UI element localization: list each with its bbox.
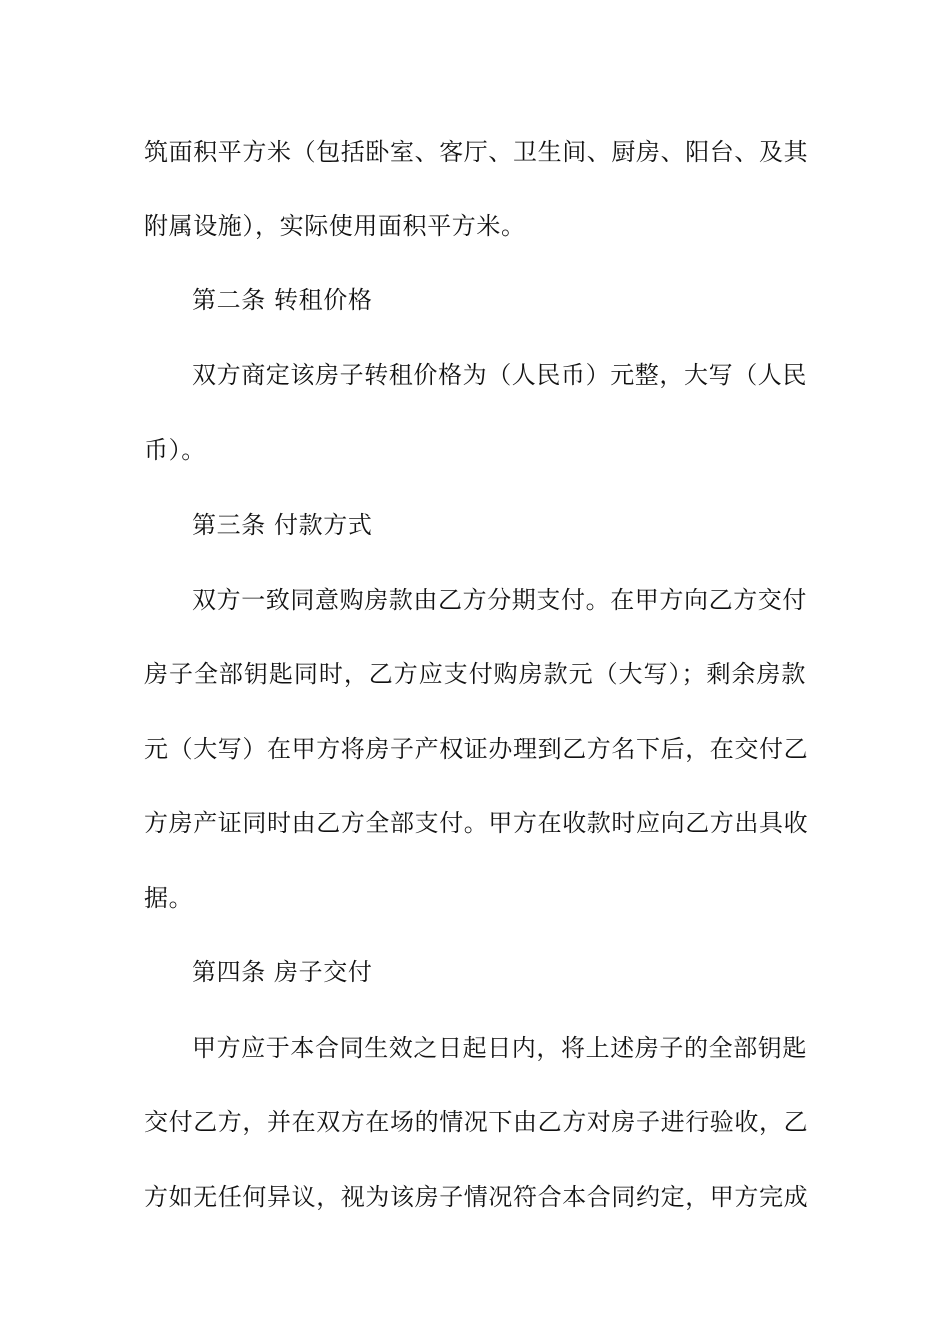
paragraph-line: 币）。 (144, 436, 206, 464)
paragraph-line: 筑面积平方米（包括卧室、客厅、卫生间、厨房、阳台、及其 (144, 138, 809, 166)
paragraph-line: 据。 (144, 884, 194, 912)
paragraph-line: 方如无任何异议，视为该房子情况符合本合同约定，甲方完成 (144, 1183, 809, 1211)
article-3-heading: 第三条 付款方式 (192, 511, 373, 539)
paragraph-line: 方房产证同时由乙方全部支付。甲方在收款时应向乙方出具收 (144, 809, 809, 837)
paragraph-line: 交付乙方，并在双方在场的情况下由乙方对房子进行验收，乙 (144, 1108, 809, 1136)
paragraph-line: 房子全部钥匙同时，乙方应支付购房款元（大写）；剩余房款 (144, 660, 806, 688)
paragraph-line: 双方商定该房子转租价格为（人民币）元整，大写（人民 (192, 361, 807, 389)
article-4-heading: 第四条 房子交付 (192, 958, 373, 986)
paragraph-line: 甲方应于本合同生效之日起日内，将上述房子的全部钥匙 (192, 1034, 807, 1062)
paragraph-line: 双方一致同意购房款由乙方分期支付。在甲方向乙方交付 (192, 586, 807, 614)
paragraph-line: 元（大写）在甲方将房子产权证办理到乙方名下后，在交付乙 (144, 735, 809, 763)
article-2-heading: 第二条 转租价格 (192, 286, 373, 314)
paragraph-line: 附属设施），实际使用面积平方米。 (144, 212, 526, 240)
